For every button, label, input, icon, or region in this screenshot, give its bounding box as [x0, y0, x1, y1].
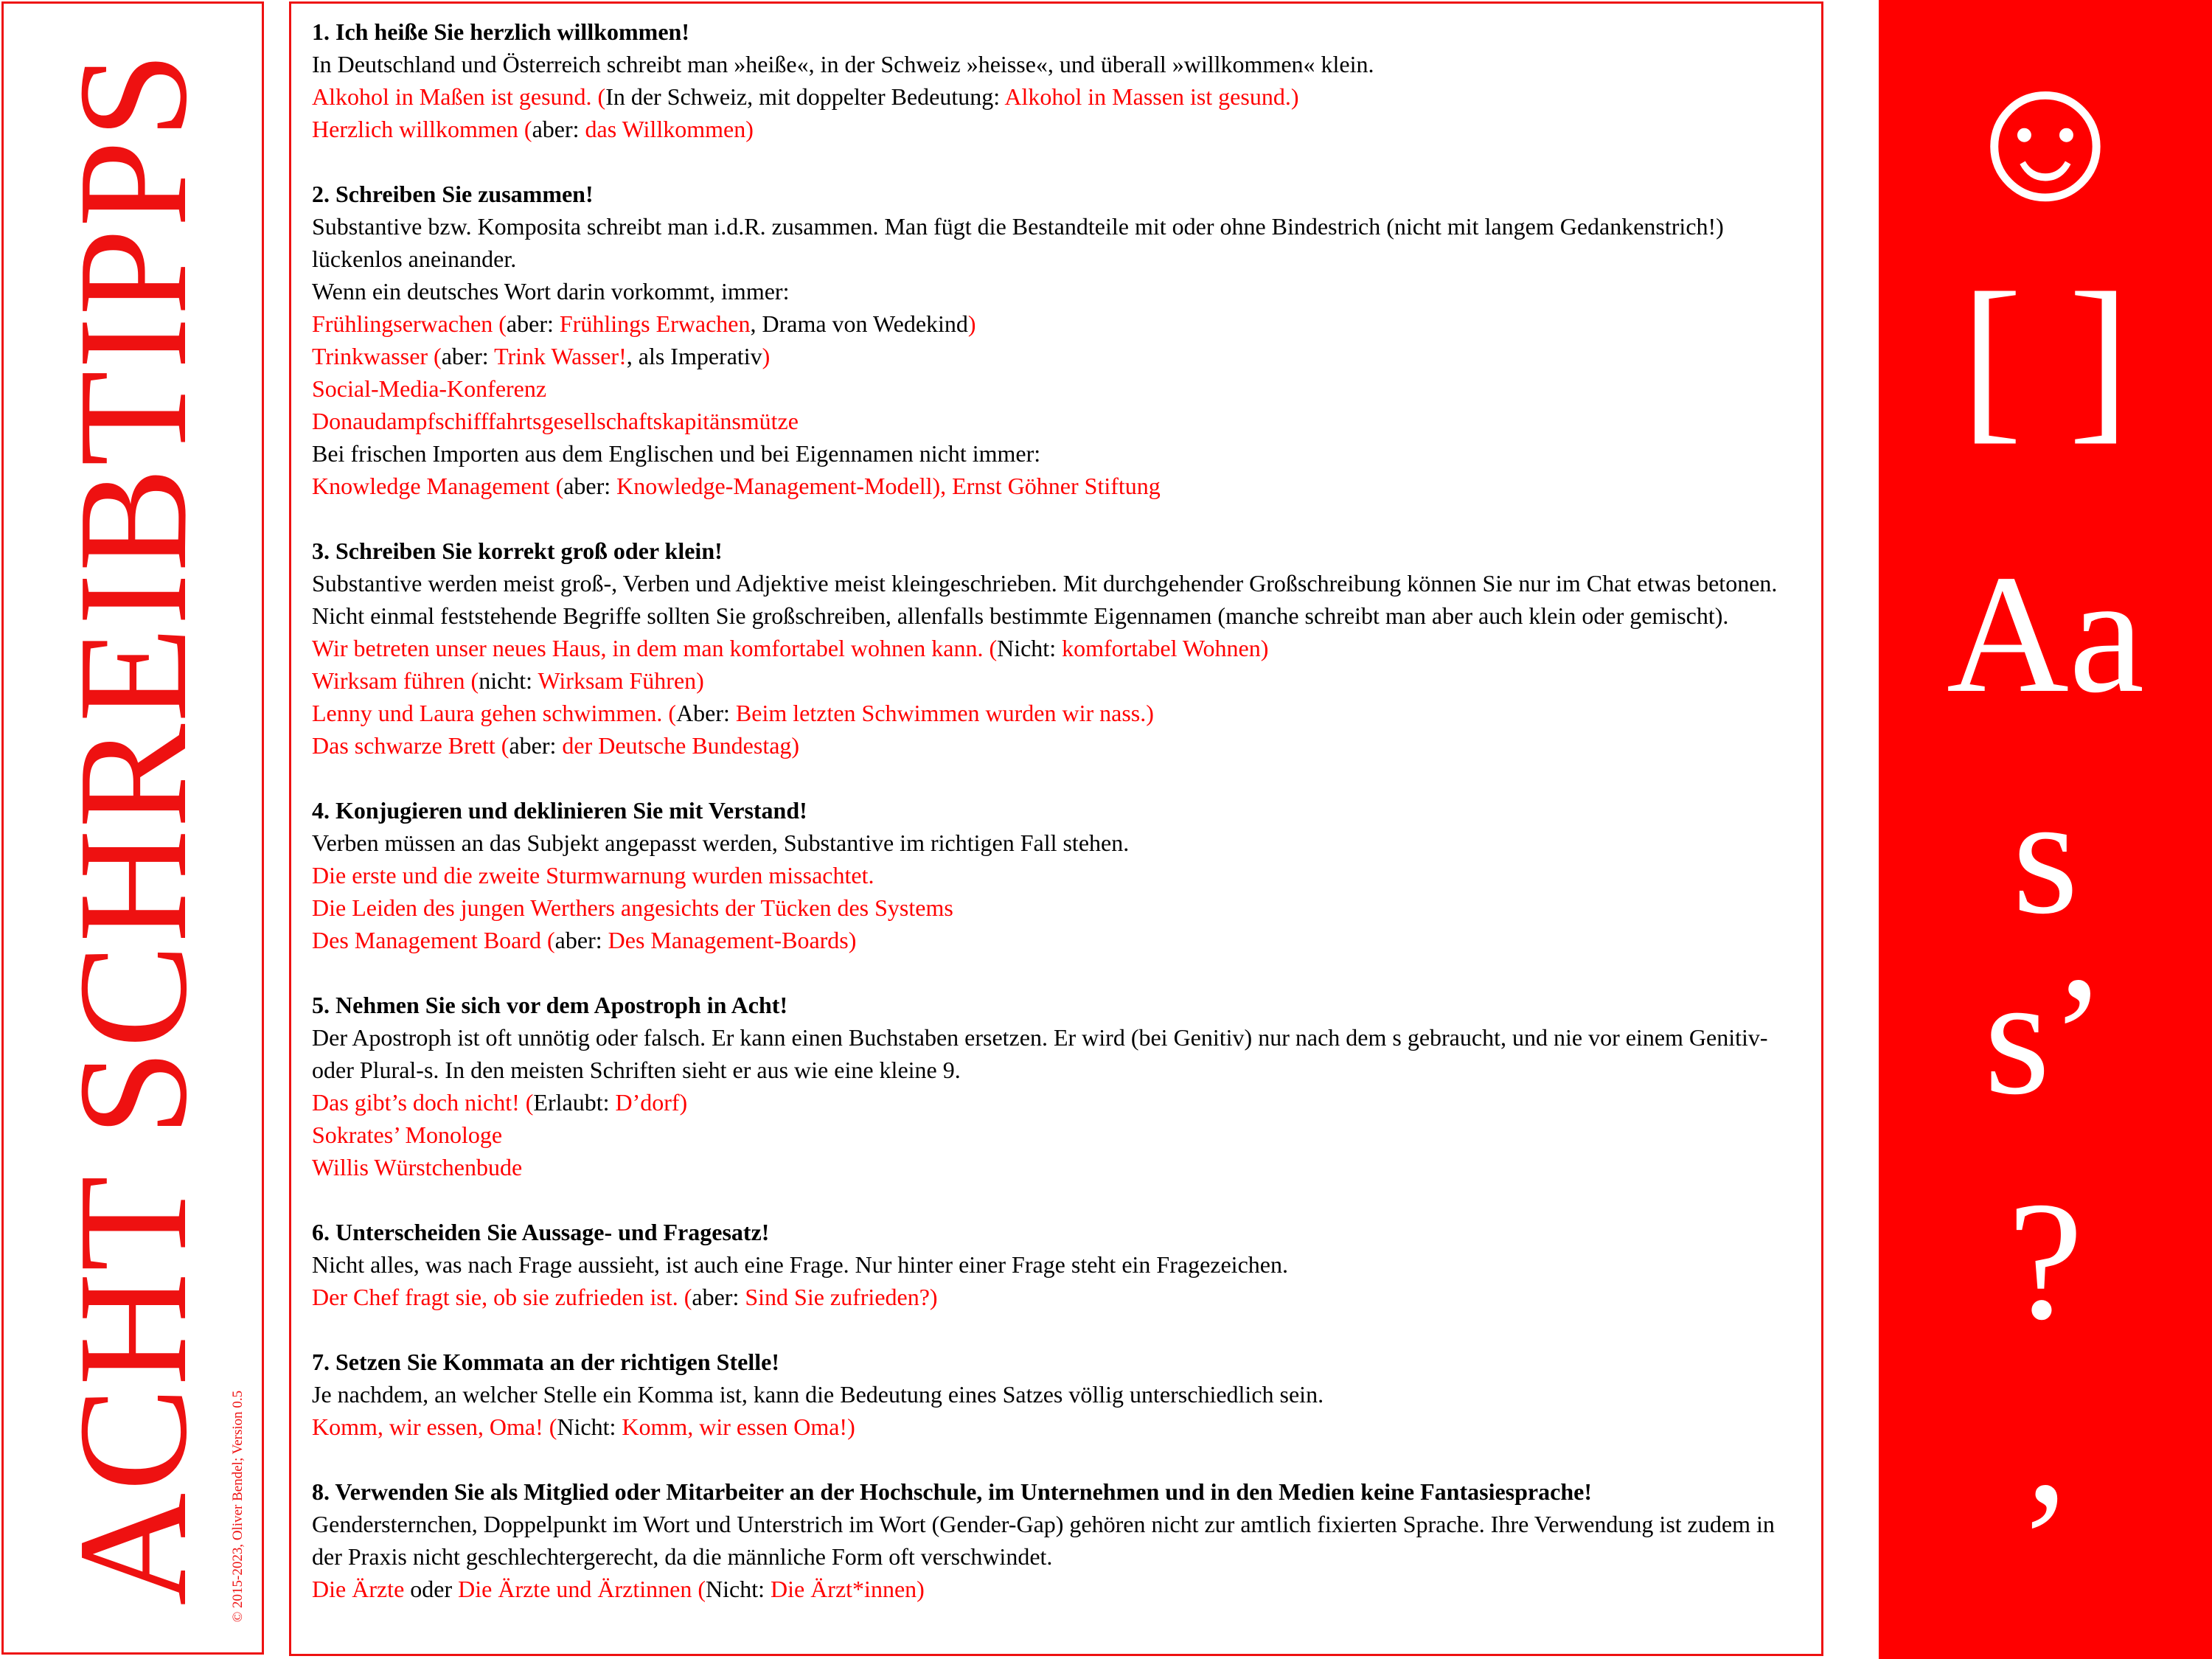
example-note: Bei frischen Importen aus dem Englischen und bei Eigennamen nicht immer: — [312, 440, 1041, 467]
example-note: Nicht: — [997, 635, 1062, 661]
tip-section — [312, 1475, 1806, 1605]
tips-list — [312, 15, 1806, 1605]
example-note: Aber: — [676, 700, 736, 726]
smiley-icon: ☺ — [1951, 35, 2140, 240]
example-line — [312, 729, 1806, 762]
tip-title: 3. Schreiben Sie korrekt groß oder klein! — [312, 538, 723, 564]
example-note: aber: — [441, 343, 495, 369]
example-text: Frühlings Erwachen — [559, 310, 751, 337]
example-note: Erlaubt: — [533, 1089, 616, 1116]
example-text: Sind Sie zufrieden?) — [745, 1284, 938, 1310]
example-text: Beim letzten Schwimmen wurden wir nass.) — [735, 700, 1154, 726]
example-text: Trinkwasser ( — [312, 343, 442, 369]
tip-title: 7. Setzen Sie Kommata an der richtigen Stelle! — [312, 1349, 779, 1375]
example-note: nicht: — [479, 667, 538, 694]
question-mark-symbol: ? — [2007, 1166, 2084, 1354]
tip-section — [312, 1216, 1806, 1313]
example-line — [312, 924, 1806, 956]
tip-paragraph: Nicht alles, was nach Frage aussieht, ist auch eine Frage. Nur hinter einer Frage steht ein Fragezeichen. — [312, 1251, 1288, 1278]
tip-title: 1. Ich heiße Sie herzlich willkommen! — [312, 18, 689, 45]
tip-title: 6. Unterscheiden Sie Aussage- und Fragesatz! — [312, 1219, 770, 1245]
example-text: Trink Wasser! — [494, 343, 627, 369]
tip-section — [312, 1346, 1806, 1443]
tip-paragraph: Verben müssen an das Subjekt angepasst werden, Substantive im richtigen Fall stehen. — [312, 830, 1130, 856]
example-text: Das schwarze Brett ( — [312, 732, 509, 759]
example-note: , als Imperativ — [626, 343, 762, 369]
example-note: Nicht: — [706, 1576, 771, 1602]
example-line — [312, 1086, 1806, 1119]
example-note: aber: — [563, 473, 617, 499]
example-line — [312, 891, 1806, 924]
example-text: Komm, wir essen, Oma! ( — [312, 1413, 557, 1440]
example-text: Wirksam Führen) — [538, 667, 704, 694]
example-text: Die erste und die zweite Sturmwarnung wurden missachtet. — [312, 862, 874, 888]
example-line — [312, 470, 1806, 502]
tip-section — [312, 15, 1806, 145]
tip-paragraph: In Deutschland und Österreich schreibt man »heiße«, in der Schweiz »heisse«, und überall »willkommen« klein. — [312, 51, 1374, 77]
tip-title: 5. Nehmen Sie sich vor dem Apostroph in Acht! — [312, 992, 788, 1018]
example-text: Alkohol in Massen ist gesund.) — [1004, 83, 1299, 110]
tip-paragraph: Substantive werden meist groß-, Verben und Adjektive meist kleingeschrieben. Mit durchgehender Großschreibung können Sie nur im Chat etwas betonen. Nicht einmal feststehende Begriffe sollten Sie großschreiben, allenfalls bestimmte Eigennamen (manche schreibt man aber auch klein oder gemischt). — [312, 570, 1778, 629]
example-text: D’dorf) — [615, 1089, 688, 1116]
tip-section — [312, 989, 1806, 1183]
example-text: Die Leiden des jungen Werthers angesichts der Tücken des Systems — [312, 894, 953, 921]
example-line — [312, 664, 1806, 697]
example-text: Alkohol in Maßen ist gesund. ( — [312, 83, 606, 110]
example-note: aber: — [506, 310, 560, 337]
example-text: Die Ärzte und Ärztinnen ( — [458, 1576, 706, 1602]
tip-paragraph: Der Apostroph ist oft unnötig oder falsch. Er kann einen Buchstaben ersetzen. Er wird (bei Genitiv) nur nach dem s gebraucht, und nie vor einem Genitiv- oder Plural-s. In den meisten Schriften sieht er aus wie eine kleine 9. — [312, 1024, 1768, 1083]
example-line — [312, 307, 1806, 340]
copyright-note: © 2015-2023, Oliver Bendel; Version 0.5 — [230, 1390, 246, 1623]
example-note: , Drama von Wedekind — [750, 310, 968, 337]
example-text: das Willkommen) — [585, 116, 754, 142]
example-text: Social-Media-Konferenz — [312, 375, 547, 402]
example-line — [312, 859, 1806, 891]
example-line — [312, 80, 1806, 113]
vertical-title: ACHT SCHREIBTIPPS — [46, 50, 219, 1606]
example-note: In der Schweiz, mit doppelter Bedeutung: — [605, 83, 1005, 110]
example-text: Das gibt’s doch nicht! ( — [312, 1089, 534, 1116]
example-text: Herzlich willkommen ( — [312, 116, 532, 142]
tip-title: 8. Verwenden Sie als Mitglied oder Mitarbeiter an der Hochschule, im Unternehmen und in den Medien keine Fantasiesprache! — [312, 1478, 1592, 1505]
aa-symbol: Aa — [1946, 540, 2145, 728]
example-text: Willis Würstchenbude — [312, 1154, 523, 1180]
tips-panel — [289, 1, 1823, 1656]
example-text: Die Ärzt*innen) — [770, 1576, 925, 1602]
tip-paragraph: Wenn ein deutsches Wort darin vorkommt, immer: — [312, 278, 790, 305]
example-text: Donaudampfschifffahrtsgesellschaftskapitänsmütze — [312, 408, 799, 434]
example-note: Nicht: — [557, 1413, 622, 1440]
brackets-symbol: [ ] — [1961, 255, 2130, 459]
tip-section — [312, 535, 1806, 762]
example-text: Lenny und Laura gehen schwimmen. ( — [312, 700, 677, 726]
example-line — [312, 632, 1806, 664]
left-title-panel — [1, 1, 264, 1655]
example-note: aber: — [532, 116, 585, 142]
example-line — [312, 113, 1806, 145]
example-line — [312, 1411, 1806, 1443]
example-text: Wir betreten unser neues Haus, in dem man komfortabel wohnen kann. ( — [312, 635, 998, 661]
example-note: aber: — [509, 732, 563, 759]
example-note: aber: — [554, 927, 608, 953]
example-line — [312, 1281, 1806, 1313]
example-text: Die Ärzte — [312, 1576, 411, 1602]
tip-paragraph: Gendersternchen, Doppelpunkt im Wort und Unterstrich im Wort (Gender-Gap) gehören nicht zur amtlich fixierten Sprache. Ihre Verwendung ist zudem in der Praxis nicht geschlechtergerecht, da die männliche Form oft verschwindet. — [312, 1511, 1775, 1570]
symbols-panel — [1879, 0, 2212, 1659]
example-text: Wirksam führen ( — [312, 667, 479, 694]
example-text: Knowledge Management ( — [312, 473, 564, 499]
example-line — [312, 340, 1806, 372]
s-symbol: s — [2012, 761, 2079, 949]
example-line — [312, 405, 1806, 437]
tip-section — [312, 794, 1806, 956]
example-text: ) — [762, 343, 771, 369]
tip-title: 2. Schreiben Sie zusammen! — [312, 181, 594, 207]
tip-paragraph: Je nachdem, an welcher Stelle ein Komma ist, kann die Bedeutung eines Satzes völlig unterschiedlich sein. — [312, 1381, 1324, 1408]
example-text: komfortabel Wohnen) — [1062, 635, 1269, 661]
example-text: Sokrates’ Monologe — [312, 1121, 503, 1148]
example-line — [312, 1119, 1806, 1151]
example-line — [312, 1151, 1806, 1183]
example-line — [312, 1573, 1806, 1605]
example-note: oder — [410, 1576, 459, 1602]
example-text: Frühlingserwachen ( — [312, 310, 507, 337]
example-text: Komm, wir essen Oma!) — [622, 1413, 855, 1440]
tip-title: 4. Konjugieren und deklinieren Sie mit Verstand! — [312, 797, 807, 824]
tip-paragraph: Substantive bzw. Komposita schreibt man i.d.R. zusammen. Man fügt die Bestandteile mit oder ohne Bindestrich (nicht mit langem Gedankenstrich!) lückenlos aneinander. — [312, 213, 1724, 272]
comma-symbol: ’ — [2017, 1447, 2074, 1635]
example-note: aber: — [692, 1284, 745, 1310]
example-text: Des Management Board ( — [312, 927, 555, 953]
example-text: Knowledge-Management-Modell), Ernst Göhner Stiftung — [616, 473, 1161, 499]
example-line — [312, 372, 1806, 405]
s-apostrophe-symbol: s’ — [1983, 942, 2107, 1130]
example-line — [312, 697, 1806, 729]
example-text: der Deutsche Bundestag) — [562, 732, 800, 759]
example-line — [312, 437, 1806, 470]
tip-section — [312, 178, 1806, 502]
example-text: Des Management-Boards) — [608, 927, 857, 953]
example-text: ) — [967, 310, 976, 337]
example-text: Der Chef fragt sie, ob sie zufrieden ist. ( — [312, 1284, 692, 1310]
